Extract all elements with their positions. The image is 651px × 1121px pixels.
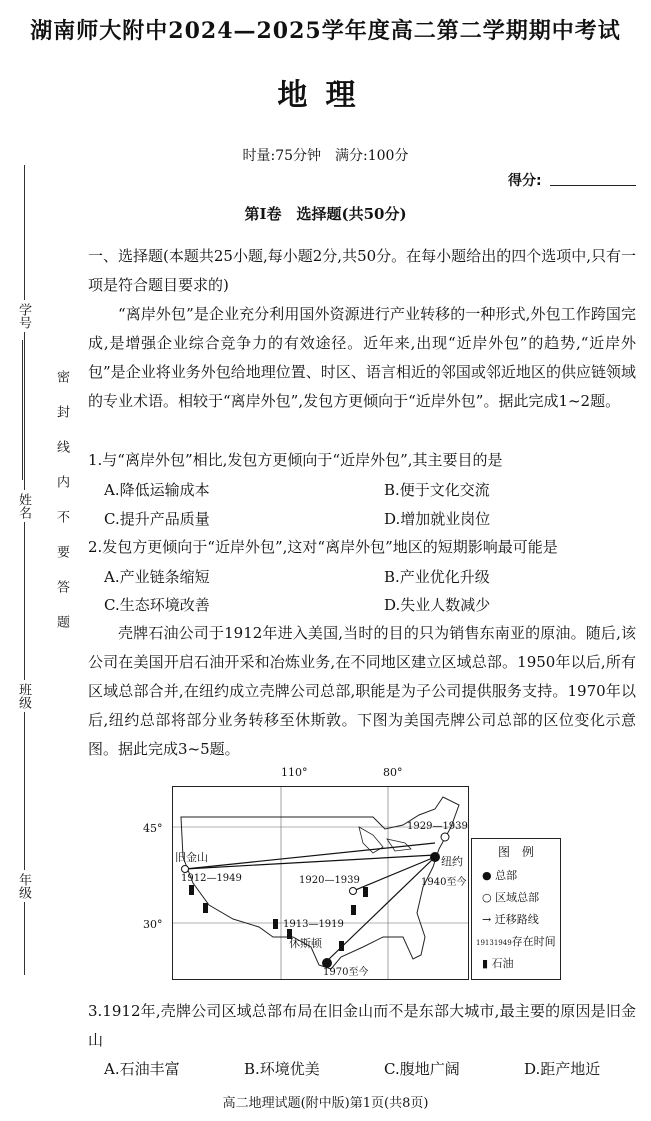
label-mid-years: 1920—1939 [299, 875, 360, 886]
legend-time [476, 933, 556, 949]
legend-route [482, 911, 539, 927]
name-label: 姓名 [14, 490, 33, 522]
q3-option-b[interactable]: B.环境优美 [244, 1060, 320, 1078]
q1-option-b[interactable]: B.便于文化交流 [384, 481, 490, 499]
map-lon-80: 80° [383, 766, 403, 779]
passage-2: 壳牌石油公司于1912年进入美国,当时的目的只为销售东南亚的原油。随后,该公司在美国开启石油开采和冶炼业务,在不同地区建立区域总部。1950年以后,所有区域总部合并,在纽约成立壳牌公司总部,职能是为子公司提供服务支持。1970年以后,纽约总部将部分业务转移至休斯敦。下图为美国壳牌公司总部的区位变化示意图。据此完成3~5题。 [88, 624, 636, 758]
student-id-blank[interactable] [22, 340, 35, 480]
grade-label: 年级 [14, 870, 33, 902]
q2-option-b[interactable]: B.产业优化升级 [384, 568, 490, 586]
legend-title: 图 例 [497, 845, 534, 859]
instruction-text: 一、选择题(本题共25小题,每小题2分,共50分。在每小题给出的四个选项中,只有一项是符合题目要求的) [88, 247, 636, 294]
q3-option-a[interactable]: A.石油丰富 [104, 1060, 180, 1078]
hq-dot-icon: ● [482, 869, 492, 882]
q3-option-d[interactable]: D.距产地近 [524, 1060, 601, 1078]
exam-timing: 时量:75分钟 满分:100分 [242, 148, 409, 164]
label-houston: 休斯顿 [289, 937, 322, 950]
oil-icon: ▮ [482, 957, 489, 970]
oil-icon [363, 887, 368, 897]
section-instruction [88, 242, 636, 300]
ny-region-dot [441, 833, 449, 841]
legend-time-to: 1949 [493, 939, 512, 947]
q1-option-d[interactable]: D.增加就业岗位 [384, 510, 491, 528]
score-blank[interactable] [550, 185, 636, 186]
great-lakes [359, 827, 411, 853]
question-2-stem: 2.发包方更倾向于“近岸外包”,这对“离岸外包”地区的短期影响最可能是 [88, 538, 558, 556]
q2-option-c[interactable]: C.生态环境改善 [104, 596, 210, 614]
legend-regional-label: 区域总部 [495, 891, 540, 904]
q2-option-a[interactable]: A.产业链条缩短 [104, 568, 210, 586]
legend-hq-label: 总部 [495, 869, 518, 882]
q2-option-d[interactable]: D.失业人数减少 [384, 596, 491, 614]
seal-notice: 密封线内不要答题 [54, 370, 69, 650]
label-sf-years: 1912—1949 [181, 873, 242, 884]
map-legend [471, 838, 561, 980]
sf-region-dot [182, 866, 189, 873]
class-label: 班级 [14, 680, 33, 712]
mid-region-dot [350, 888, 357, 895]
legend-oil-label: 石油 [491, 957, 514, 970]
exam-title: 湖南师大附中2024—2025学年度高二第二学期期中考试 [30, 18, 621, 44]
label-ny: 纽约 [441, 855, 463, 868]
label-houston-years: 1970至今 [323, 967, 369, 978]
subject-title: 地理 [277, 78, 374, 113]
map-lat-45: 45° [143, 822, 163, 835]
question-1-stem: 1.与“离岸外包”相比,发包方更倾向于“近岸外包”,其主要目的是 [88, 451, 503, 469]
legend-regional [482, 889, 539, 905]
question-3-stem: 3.1912年,壳牌公司区域总部布局在旧金山而不是东部大城市,最主要的原因是旧金山 [88, 1002, 636, 1049]
oil-icon [273, 919, 278, 929]
regional-circle-icon: ○ [482, 891, 492, 904]
legend-time-label: 存在时间 [511, 935, 556, 948]
label-ny-region-years: 1929—1939 [407, 821, 468, 832]
q1-option-a[interactable]: A.降低运输成本 [104, 481, 210, 499]
oil-icon [189, 885, 194, 895]
score-label: 得分: [508, 173, 542, 189]
passage-1: “离岸外包”是企业充分利用国外资源进行产业转移的一种形式,外包工作跨国完成,是增强企业综合竞争力的有效途径。近年来,出现“近岸外包”的趋势,“近岸外包”是企业将业务外包给地理位置、时区、语言相近的邻国或邻近地区的供应链领域的专业术语。相较于“离岸外包”,发包方更倾向于“近岸外包”。据此完成1~2题。 [88, 305, 636, 410]
shell-hq-map [172, 786, 469, 980]
label-sw-years: 1913—1919 [283, 919, 344, 930]
arrow-icon: → [482, 913, 492, 926]
map-lon-110: 110° [281, 766, 308, 779]
route-sf-ny [185, 855, 435, 869]
label-ny-years: 1940至今 [421, 877, 467, 888]
map-lat-30: 30° [143, 918, 163, 931]
page-footer: 高二地理试题(附中版)第1页(共8页) [222, 1096, 429, 1111]
legend-route-label: 迁移路线 [494, 913, 539, 926]
legend-hq [482, 867, 517, 883]
oil-icon [203, 903, 208, 913]
label-sf: 旧金山 [175, 851, 208, 864]
section-title: 第Ⅰ卷 选择题(共50分) [244, 205, 407, 223]
route-sf-regional [185, 843, 435, 869]
legend-time-from: 1913 [476, 939, 494, 947]
legend-oil [482, 955, 514, 971]
q1-option-c[interactable]: C.提升产品质量 [104, 510, 210, 528]
oil-icon [351, 905, 356, 915]
student-id-label: 学号 [14, 300, 33, 332]
binding-line [24, 165, 25, 975]
ny-hq-dot [430, 852, 440, 862]
q3-option-c[interactable]: C.腹地广阔 [384, 1060, 460, 1078]
oil-icon [339, 941, 344, 951]
